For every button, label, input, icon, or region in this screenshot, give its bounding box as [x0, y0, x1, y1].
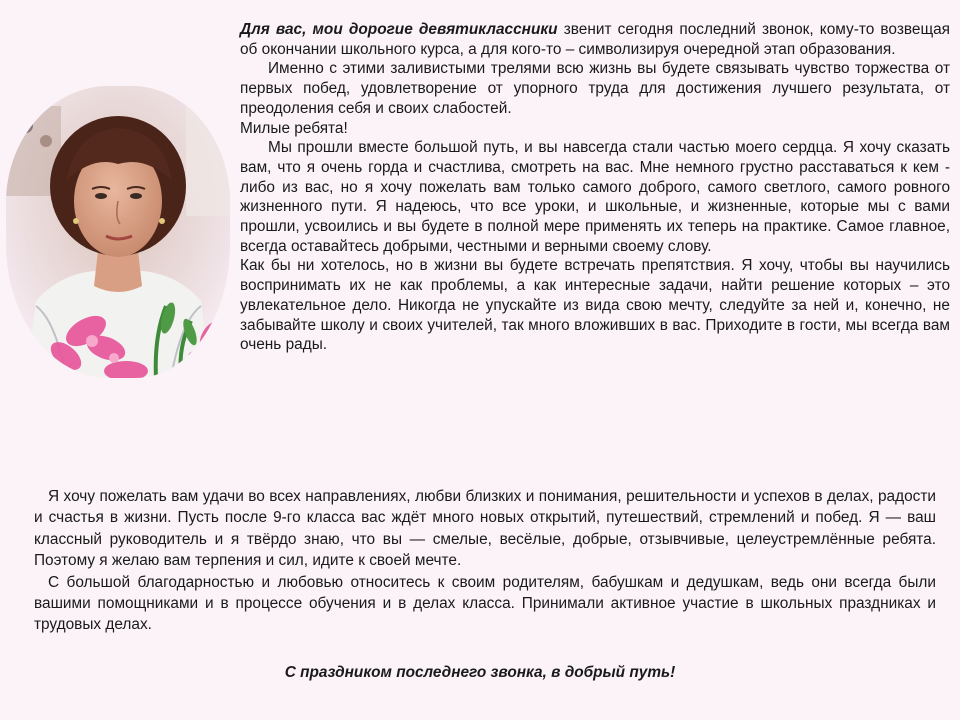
greeting-text-bottom	[34, 486, 936, 636]
wishes-paragraph: Я хочу пожелать вам удачи во всех направлениях, любви близких и понимания, решительности и успехов в делах, радости и счастья в жизни. Пусть после 9-го класса вас ждёт много новых открытий, путешествий, стремлений и побед. Я — ваш классный руководитель и я твёрдо знаю, что вы — смелые, весёлые, добрые, отзывчивые, целеустремлённые ребята. Поэтому я желаю вам терпения и сил, идите к своей мечте.	[34, 488, 936, 570]
greeting-paragraph-1	[240, 20, 950, 59]
portrait-illustration	[6, 86, 230, 378]
parents-paragraph: С большой благодарностью и любовью относитесь к своим родителям, бабушкам и дедушкам, ведь они всегда были вашими помощниками и в процессе обучения и в делах класса. Принимали активное участие в школьных праздниках и трудовых делах.	[34, 573, 936, 634]
greeting-exclamation: Милые ребята!	[240, 119, 348, 137]
greeting-paragraph-2: Именно с этими заливистыми трелями всю жизнь вы будете связывать чувство торжества от первых побед, удовлетворение от упорного труда для достижения лучшего результата, от преодоления себя и своих слабостей.	[240, 60, 950, 117]
teacher-portrait-photo	[6, 86, 230, 378]
greeting-text-top	[240, 20, 950, 355]
greeting-paragraph-3: Мы прошли вместе большой путь, и вы навсегда стали частью моего сердца. Я хочу сказать вам, что я очень горда и счастлива, смотреть на вас. Мне немного грустно расставаться к кем - либо из вас, но я хочу пожелать вам только самого доброго, самого светлого, самого ровного жизненного пути. Я надеюсь, что все уроки, и школьные, и жизненные, которые мы с вами прошли, усвоились и вы будете в полной мере применять их теперь на практике. Самое главное, всегда оставайтесь добрыми, честными и верными своему слову.	[240, 139, 950, 255]
greeting-paragraph-4: Как бы ни хотелось, но в жизни вы будете встречать препятствия. Я хочу, чтобы вы научились воспринимать их не как проблемы, а как интересные задачи, найти решение которых – это увлекательное дело. Никогда не упускайте из вида свою мечту, следуйте за ней и, конечно, не забывайте школу и своих учителей, так много вложивших в вас. Приходите в гости, мы всегда вам очень рады.	[240, 257, 950, 354]
greeting-paragraph-1-rest: звенит сегодня последний звонок, кому-то возвещая об окончании школьного курса, а для кого-то – символизируя очередной этап образования.	[240, 21, 950, 58]
greeting-addressee: Для вас, мои дорогие девятиклассники	[240, 21, 558, 38]
closing-line: С праздником последнего звонка, в добрый путь!	[284, 664, 676, 681]
